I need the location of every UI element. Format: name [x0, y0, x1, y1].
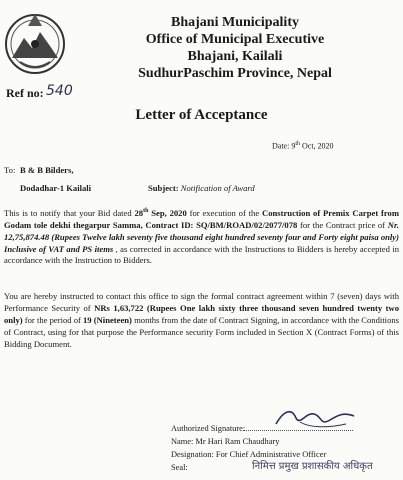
bid-date [134, 208, 186, 218]
date-rest: Oct, 2020 [300, 141, 334, 151]
ref-number: 540 [46, 83, 73, 99]
works-name: Construction of Premix Carpet from Godam tole dekhi thegarpur Samma, Contract ID: SQ/BM/ROAD/02/2077/078 [4, 207, 399, 230]
award-paragraph [4, 206, 399, 267]
performance-security: NRs 1,63,722 (Rupees One lakh sixty three thousand seven hundred twenty two only) [4, 302, 399, 325]
header-line-1: Bhajani Municipality [171, 15, 299, 30]
header-line-4: SudhurPaschim Province, Nepal [138, 66, 332, 81]
p1-text-1: This is to notify that your Bid dated [4, 207, 135, 218]
designation-value: For Chief Administrative Officer [215, 450, 327, 459]
signatory-name [171, 437, 279, 446]
p2-text-1: You are hereby instructed to contact this office to sign the formal contract agreement within 7 (seven) days with Performance Security of [4, 291, 399, 313]
ref-label: Ref no: [6, 86, 44, 100]
header-line-3: Bhajani, Kailali [187, 49, 283, 64]
p1-text-2: for execution of the [186, 207, 262, 218]
signature-line [243, 430, 353, 431]
contract-price: Nr. 12,75,874.48 (Rupees Twelve lakh seventy five thousand eight hundred seventy four and Forty eight paisa only) Inclusive of VAT and PS items [4, 219, 399, 254]
to-label: To: [4, 165, 16, 175]
subject-line [148, 183, 255, 193]
recipient-address: Dodadhar-1 Kailali [20, 183, 92, 193]
subject-label: Subject: [148, 183, 179, 193]
name-value: Mr Hari Ram Chaudhary [195, 437, 280, 446]
instruction-paragraph [4, 291, 399, 351]
date-label: Date: [272, 141, 290, 151]
handwritten-signature [270, 404, 360, 432]
bid-date-day: 28 [134, 207, 144, 218]
recipient-name: B & B Bilders, [20, 165, 74, 175]
p2-text-3: months from the date of Contract Signing, in accordance with the Conditions of Contract, using for that purpose the Performance security Form included in Section X (Contract Forms) of this Bidding Document. [4, 314, 400, 349]
seal-label: Seal: [171, 463, 188, 472]
name-label: Name: [171, 437, 194, 446]
header-line-2: Office of Municipal Executive [145, 32, 325, 47]
subject-value: Notification of Award [180, 183, 255, 193]
designation-label: Designation: [171, 450, 214, 459]
bid-date-rest: Sep, 2020 [148, 207, 187, 218]
p2-text-2: for the period of [22, 314, 83, 325]
date-day: 9 [291, 141, 296, 151]
official-stamp: निमित्त प्रमुख प्रशासकीय अधिकृत [252, 461, 373, 472]
date-sup: th [295, 141, 300, 147]
contract-period: 19 (Nineteen) [83, 314, 132, 325]
bid-date-sup: th [143, 208, 149, 214]
p1-text-3: for the Contract price of [297, 219, 388, 230]
letter-date [272, 141, 334, 151]
authorized-signature-label: Authorized Signature: [171, 424, 246, 433]
letter-title: Letter of Acceptance [135, 107, 268, 123]
p1-text-4: , as corrected in accordance with the Instructions to Bidders is hereby accepted in accordance with the Instruction to Bidders. [4, 243, 399, 266]
municipality-emblem [2, 6, 68, 78]
